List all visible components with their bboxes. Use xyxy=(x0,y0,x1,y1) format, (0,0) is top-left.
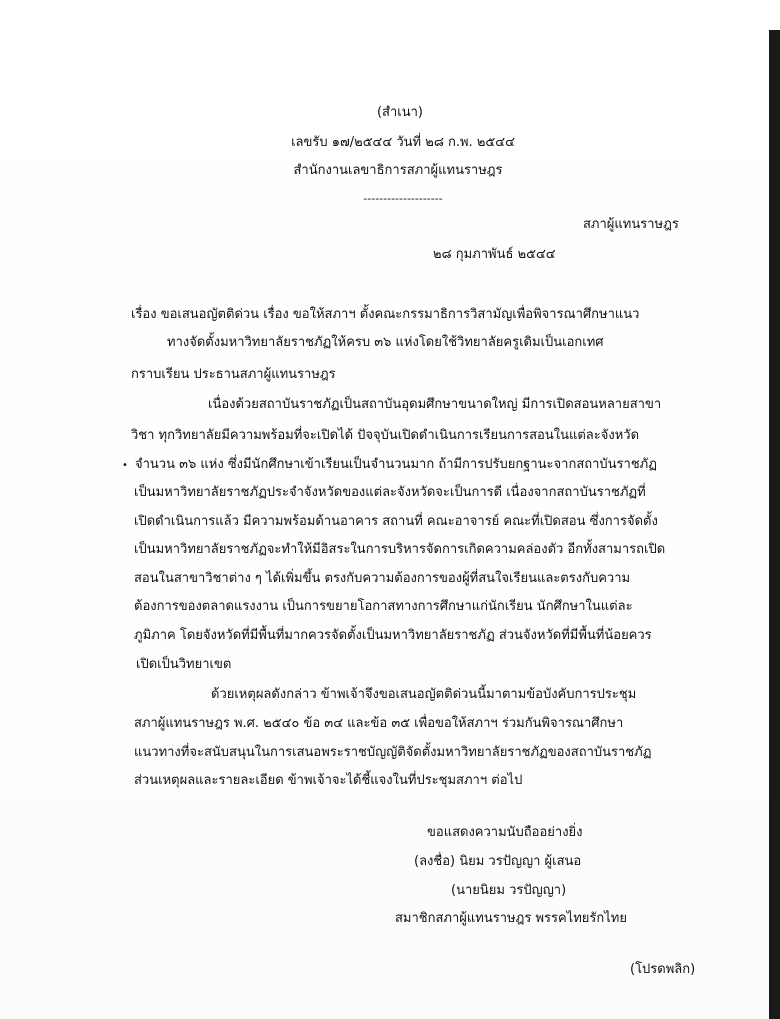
paragraph-1-line: เปิดดำเนินการแล้ว มีความพร้อมด้านอาคาร สถานที่ คณะอาจารย์ คณะที่เปิดสอน ซึ่งการจัดตั้ง xyxy=(134,514,658,529)
scan-bullet-mark: • xyxy=(122,460,128,471)
paragraph-1-line: ต้องการของตลาดแรงงาน เป็นการขยายโอกาสทางการศึกษาแก่นักเรียน นักศึกษาในแต่ละ xyxy=(134,599,633,614)
salutation: กราบเรียน ประธานสภาผู้แทนราษฎร xyxy=(131,367,336,382)
copy-mark: (สำเนา) xyxy=(376,105,423,120)
subject-line-2: ทางจัดตั้งมหาวิทยาลัยราชภัฏให้ครบ ๓๖ แห่งโดยใช้วิทยาลัยครูเดิมเป็นเอกเทศ xyxy=(167,335,604,350)
subject-line-1: เรื่อง ขอเสนอญัตติด่วน เรื่อง ขอให้สภาฯ ตั้งคณะกรรมาธิการวิสามัญเพื่อพิจารณาศึกษาแนว xyxy=(131,307,640,322)
paragraph-2-line: แนวทางที่จะสนับสนุนในการเสนอพระราชบัญญัติจัดตั้งมหาวิทยาลัยราชภัฏของสถาบันราชภัฏ xyxy=(134,745,652,760)
office-name: สำนักงานเลขาธิการสภาผู้แทนราษฎร xyxy=(293,163,503,178)
paragraph-1-line: จำนวน ๓๖ แห่ง ซึ่งมีนักศึกษาเข้าเรียนเป็นจำนวนมาก ถ้ามีการปรับยกฐานะจากสถาบันราชภัฏ xyxy=(135,457,657,472)
closing: ขอแสดงความนับถืออย่างยิ่ง xyxy=(427,825,583,840)
receipt-number: เลขรับ ๑๗/๒๕๔๔ วันที่ ๒๘ ก.พ. ๒๕๔๔ xyxy=(291,135,515,150)
paragraph-1-line: เป็นมหาวิทยาลัยราชภัฏจะทำให้มีอิสระในการบริหารจัดการเกิดความคล่องตัว อีกทั้งสามารถเปิด xyxy=(134,542,666,557)
paragraph-1-line: วิชา ทุกวิทยาลัยมีความพร้อมที่จะเปิดได้ ปัจจุบันเปิดดำเนินการเรียนการสอนในแต่ละจังหวัด xyxy=(131,428,640,443)
header-divider: -------------------- xyxy=(363,192,443,205)
paragraph-1-line: เป็นมหาวิทยาลัยราชภัฏประจำจังหวัดของแต่ละจังหวัดจะเป็นการดี เนื่องจากสถาบันราชภัฏที่ xyxy=(134,485,646,500)
signer-title: สมาชิกสภาผู้แทนราษฎร พรรคไทยรักไทย xyxy=(395,911,627,926)
turn-over-note: (โปรดพลิก) xyxy=(630,962,696,977)
paragraph-1-line: สอนในสาขาวิชาต่าง ๆ ได้เพิ่มขึ้น ตรงกับความต้องการของผู้ที่สนใจเรียนและตรงกับความ xyxy=(134,571,631,586)
paragraph-1-line: ภูมิภาค โดยจังหวัดที่มีพื้นที่มากควรจัดตั้งเป็นมหาวิทยาลัยราชภัฏ ส่วนจังหวัดที่มีพื้นที่น้อยควร xyxy=(134,628,652,643)
document-date: ๒๘ กุมภาพันธ์ ๒๕๔๔ xyxy=(433,247,556,262)
paragraph-2-line: สภาผู้แทนราษฎร พ.ศ. ๒๕๔๐ ข้อ ๓๔ และข้อ ๓๕ เพื่อขอให้สภาฯ ร่วมกันพิจารณาศึกษา xyxy=(134,716,624,731)
addressee-organization: สภาผู้แทนราษฎร xyxy=(583,217,679,232)
signature-line: (ลงชื่อ) นิยม วรปัญญา ผู้เสนอ xyxy=(414,854,582,869)
signer-name: (นายนิยม วรปัญญา) xyxy=(451,883,567,898)
paragraph-2-line: ส่วนเหตุผลและรายละเอียด ข้าพเจ้าจะได้ชี้แจงในที่ประชุมสภาฯ ต่อไป xyxy=(134,773,523,788)
paragraph-1-line: เนื่องด้วยสถาบันราชภัฏเป็นสถาบันอุดมศึกษาขนาดใหญ่ มีการเปิดสอนหลายสาขา xyxy=(208,397,662,412)
paragraph-2-line: ด้วยเหตุผลดังกล่าว ข้าพเจ้าจึงขอเสนอญัตติด่วนนี้มาตามข้อบังคับการประชุม xyxy=(211,687,637,702)
paragraph-1-line: เปิดเป็นวิทยาเขต xyxy=(136,657,232,672)
